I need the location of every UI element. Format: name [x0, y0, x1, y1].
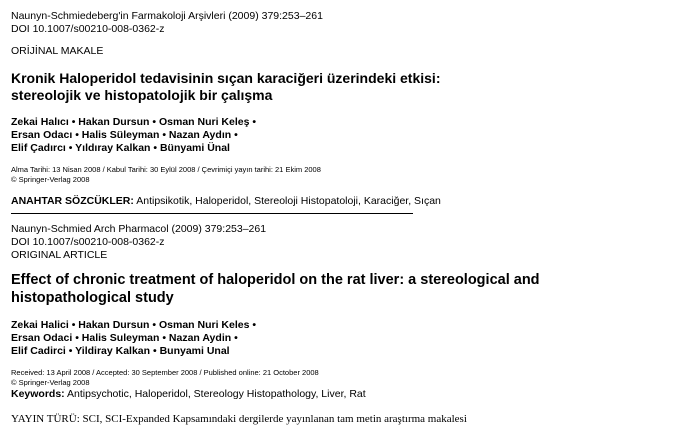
tr-keywords-text: Antipsikotik, Haloperidol, Stereoloji Histopatoloji, Karaciğer, Sıçan	[133, 195, 441, 207]
document-page	[11, 10, 677, 426]
en-authors-line-2: Ersan Odaci • Halis Suleyman • Nazan Aydin •	[11, 332, 238, 344]
en-copyright: © Springer-Verlag 2008	[11, 378, 90, 387]
tr-authors	[11, 116, 677, 155]
tr-authors-line-2: Ersan Odacı • Halis Süleyman • Nazan Aydın •	[11, 129, 238, 141]
tr-authors-line-1: Zekai Halıcı • Hakan Dursun • Osman Nuri Keleş •	[11, 116, 257, 128]
en-authors-line-3: Elif Cadirci • Yildiray Kalkan • Bunyami Unal	[11, 345, 230, 357]
tr-keywords-label: ANAHTAR SÖZCÜKLER:	[11, 195, 134, 207]
publication-type: YAYIN TÜRÜ: SCI, SCI-Expanded Kapsamındaki dergilerde yayınlanan tam metin araştırma makalesi	[11, 413, 467, 425]
tr-keywords	[11, 195, 677, 208]
section-divider	[11, 213, 413, 214]
tr-title-line-2: stereolojik ve histopatolojik bir çalışma	[11, 87, 273, 103]
en-title-line-1: Effect of chronic treatment of haloperidol on the rat liver: a stereological and	[11, 272, 540, 288]
tr-doi: DOI 10.1007/s00210-008-0362-z	[11, 23, 165, 35]
tr-title-line-1: Kronik Haloperidol tedavisinin sıçan karaciğeri üzerindeki etkisi:	[11, 70, 441, 86]
tr-journal-line: Naunyn-Schmiedeberg'in Farmakoloji Arşivleri (2009) 379:253–261	[11, 10, 323, 22]
en-keywords-label: Keywords:	[11, 388, 65, 400]
en-title-line-2: histopathological study	[11, 290, 174, 306]
en-dates-block	[11, 368, 677, 388]
en-article-type: ORIGINAL ARTICLE	[11, 249, 108, 261]
en-authors	[11, 319, 677, 358]
tr-copyright: © Springer-Verlag 2008	[11, 175, 90, 184]
tr-authors-line-3: Elif Çadırcı • Yıldıray Kalkan • Bünyami Ünal	[11, 142, 230, 154]
en-doi: DOI 10.1007/s00210-008-0362-z	[11, 236, 165, 248]
tr-article-type: ORİJİNAL MAKALE	[11, 45, 104, 57]
en-dates: Received: 13 April 2008 / Accepted: 30 September 2008 / Published online: 21 October 2008	[11, 368, 319, 377]
en-keywords	[11, 388, 677, 401]
en-title	[11, 271, 677, 307]
tr-title	[11, 70, 677, 104]
en-authors-line-1: Zekai Halici • Hakan Dursun • Osman Nuri Keles •	[11, 319, 257, 331]
tr-dates-block	[11, 165, 677, 185]
en-journal-line: Naunyn-Schmied Arch Pharmacol (2009) 379:253–261	[11, 223, 267, 235]
en-keywords-text: Antipsychotic, Haloperidol, Stereology Histopathology, Liver, Rat	[64, 388, 366, 400]
tr-dates: Alma Tarihi: 13 Nisan 2008 / Kabul Tarihi: 30 Eylül 2008 / Çevrimiçi yayın tarihi: 21 Ekim 2008	[11, 165, 321, 174]
